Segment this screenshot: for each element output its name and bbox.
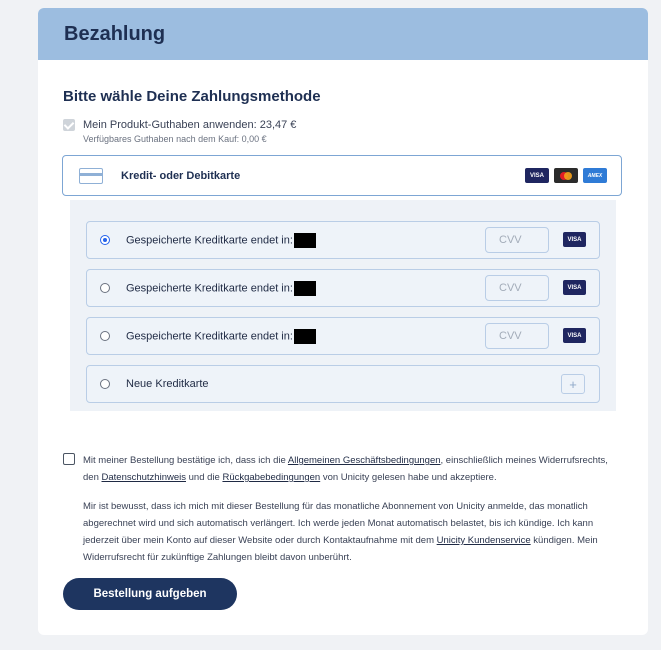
mastercard-logo [554,168,578,183]
page-title: Bezahlung [64,22,166,45]
saved-card-radio-1[interactable] [100,235,110,245]
saved-card-label-1: Gespeicherte Kreditkarte endet in: [126,233,316,248]
payment-panel [38,8,648,635]
credit-checkbox[interactable] [63,119,75,131]
panel-header [38,8,648,60]
redacted-card-number [294,233,316,248]
visa-logo: VISA [525,168,549,183]
saved-cards-area [70,200,616,411]
cvv-input-2[interactable]: CVV [485,275,549,301]
terms-text: Mit meiner Bestellung bestätige ich, dass ich die Allgemeinen Geschäftsbedingungen, einschließlich meines Widerrufsrechts, den Datenschutzhinweis und die Rückgabebedingungen von Unicity gelesen habe und akzeptiere. [83,455,608,483]
section-title: Bitte wähle Deine Zahlungsmethode [63,88,321,105]
agb-link[interactable]: Allgemeinen Geschäftsbedingungen [287,455,441,466]
new-card-radio[interactable] [100,379,110,389]
customer-service-link[interactable]: Unicity Kundenservice [436,535,531,546]
credit-label: Mein Produkt-Guthaben anwenden: 23,47 € [83,119,297,131]
privacy-link[interactable]: Datenschutzhinweis [101,472,186,483]
returns-link[interactable]: Rückgabebedingungen [222,472,321,483]
saved-card-radio-2[interactable] [100,283,110,293]
place-order-button[interactable]: Bestellung aufgeben [63,578,237,610]
payment-method-label: Kredit- oder Debitkarte [121,169,241,182]
visa-logo: VISA [563,328,586,343]
payment-method-card[interactable] [62,155,622,196]
add-card-button[interactable]: + [561,374,585,394]
visa-logo: VISA [563,232,586,247]
new-card-option[interactable] [86,365,600,403]
credit-remaining: Verfügbares Guthaben nach dem Kauf: 0,00 € [83,134,267,144]
saved-card-option-2[interactable] [86,269,600,307]
credit-row [63,119,296,131]
saved-card-label-2: Gespeicherte Kreditkarte endet in: [126,281,316,296]
saved-card-option-1[interactable] [86,221,600,259]
saved-card-radio-3[interactable] [100,331,110,341]
amex-logo: AMEX [583,168,607,183]
new-card-label: Neue Kreditkarte [126,378,209,390]
redacted-card-number [294,329,316,344]
cvv-input-1[interactable]: CVV [485,227,549,253]
redacted-card-number [294,281,316,296]
saved-card-option-3[interactable] [86,317,600,355]
cvv-input-3[interactable]: CVV [485,323,549,349]
visa-logo: VISA [563,280,586,295]
terms-checkbox[interactable] [63,453,75,465]
credit-card-icon [79,168,103,184]
subscription-notice: Mir ist bewusst, dass ich mich mit dieser Bestellung für das monatliche Abonnement von Unicity anmelde, das monatlich abgerechnet wird und sich automatisch verlängert. Ich werde jeden Monat automatisch belastet, bis ich kündige. Ich kann jederzeit über mein Konto auf dieser Website oder durch Kontaktaufnahme mit dem Unicity Kundenservice kündigen. Mein Widerrufsrecht für zukünftige Zahlungen bleibt davon unberührt. [83,501,598,563]
saved-card-label-3: Gespeicherte Kreditkarte endet in: [126,329,316,344]
card-brand-logos [525,168,607,183]
